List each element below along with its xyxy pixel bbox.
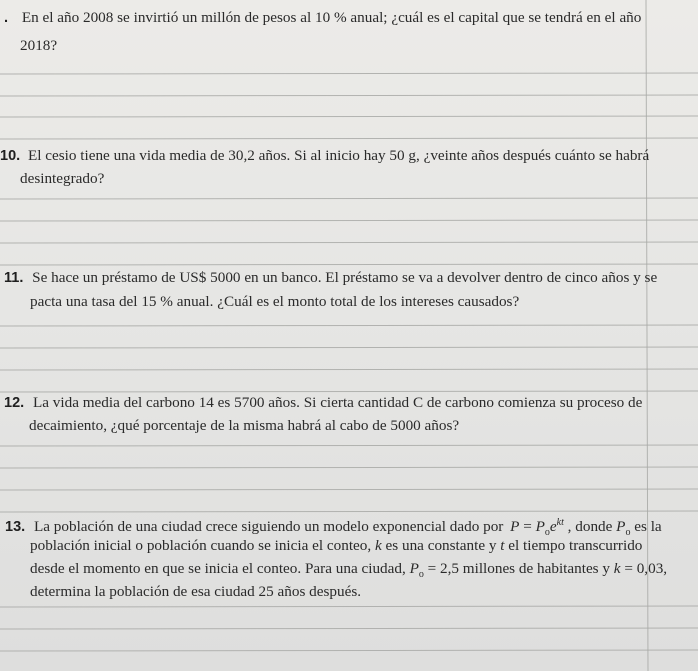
problem-text-line-1: En el año 2008 se invirtió un millón de pesos al 10 % anual; ¿cuál es el capital que se tendrá en el año (21, 9, 642, 26)
formula-exponent: kt (556, 517, 564, 528)
exponential-formula (510, 517, 568, 538)
city-constant-k: k (613, 560, 621, 577)
problem-text-after-formula: , donde (567, 518, 613, 535)
problem-number: 12. (4, 395, 25, 411)
city-initial-population-symbol: P (409, 560, 419, 577)
formula-equals: = (519, 518, 536, 535)
problem-number: 11. (4, 270, 24, 286)
problem-text-line-3-end: = 0,03, (624, 560, 668, 577)
time-symbol: t (500, 537, 505, 554)
problem-text-line-2: decaimiento, ¿qué porcentaje de la misma habrá al cabo de 5000 años? (29, 417, 460, 434)
problem-text-line-1: Se hace un préstamo de US$ 5000 en un banco. El préstamo se va a devolver dentro de cinco años y se (32, 269, 658, 286)
problem-text-line-2-end: el tiempo transcurrido (508, 537, 643, 554)
problem-text-line-1: El cesio tiene una vida media de 30,2 años. Si al inicio hay 50 g, ¿veinte años después cuánto se habrá (27, 147, 650, 164)
problem-number: 10. (0, 148, 21, 164)
initial-population-symbol: P (616, 518, 626, 535)
problem-text-line-2: desintegrado? (20, 170, 105, 187)
formula-subscript: o (544, 527, 550, 538)
constant-k: k (374, 537, 382, 554)
problem-text-line-4: determina la población de esa ciudad 25 años después. (30, 583, 362, 600)
problem-text-line-1: La vida media del carbono 14 es 5700 años. Si cierta cantidad C de carbono comienza su proceso de (32, 394, 643, 411)
problem-text-line-1: La población de una ciudad crece siguiendo un modelo exponencial dado por (33, 518, 504, 535)
initial-population-subscript: o (625, 527, 631, 538)
formula-exp-base: e (549, 518, 557, 535)
formula-base: P (535, 518, 545, 535)
problem-text-line-1-end: es la (634, 518, 662, 535)
problem-text-line-2-start: población inicial o población cuando se inicia el conteo, (30, 537, 372, 554)
problem-text-line-2: pacta una tasa del 15 % anual. ¿Cuál es el monto total de los intereses causados? (30, 293, 520, 310)
formula-lhs: P (510, 518, 520, 535)
problem-text-line-2-middle: es una constante y (385, 537, 497, 554)
problem-number: 13. (5, 519, 26, 535)
city-initial-population-subscript: o (418, 569, 424, 580)
problem-text-line-2: 2018? (20, 37, 58, 54)
problem-number: . (4, 10, 9, 26)
problem-text-line-3-start: desde el momento en que se inicia el conteo. Para una ciudad, (30, 560, 406, 577)
problem-text-line-3-middle: = 2,5 millones de habitantes y (427, 560, 610, 577)
